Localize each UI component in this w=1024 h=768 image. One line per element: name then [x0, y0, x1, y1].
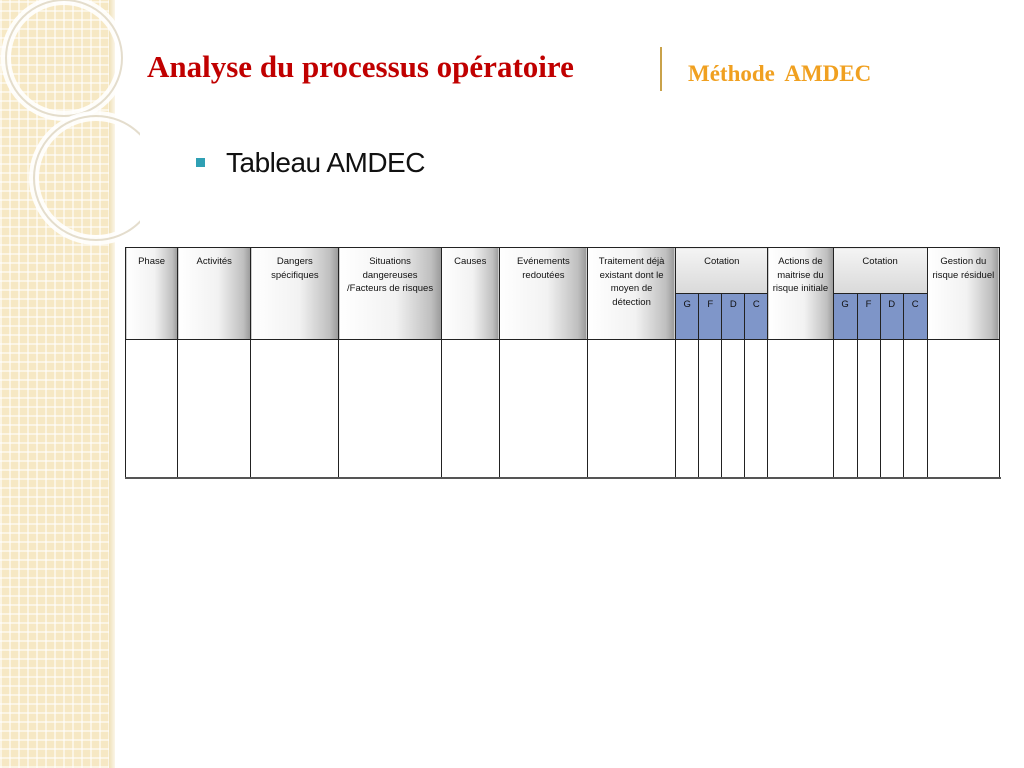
cell-cotation2-c	[903, 340, 927, 478]
cell-evenements	[499, 340, 587, 478]
header-situations: Situations dangereuses /Facteurs de risques	[339, 248, 441, 340]
header-evenements: Evénements redoutées	[499, 248, 587, 340]
header-gestion: Gestion du risque résiduel	[927, 248, 999, 340]
header-cotation-initial: Cotation	[676, 248, 768, 294]
cell-situations	[339, 340, 441, 478]
cell-cotation1-c	[745, 340, 768, 478]
header-causes: Causes	[441, 248, 499, 340]
cell-cotation1-f	[699, 340, 722, 478]
header-cotation2-c: C	[903, 294, 927, 340]
cell-dangers	[251, 340, 339, 478]
square-bullet-icon	[196, 158, 205, 167]
header-phase: Phase	[126, 248, 178, 340]
header-cotation2-g: G	[833, 294, 857, 340]
title-main-text: Analyse du processus opératoire	[147, 49, 574, 84]
bullet-text: Tableau AMDEC	[226, 147, 425, 178]
cell-activites	[178, 340, 251, 478]
cell-traitement	[587, 340, 675, 478]
decorative-circles	[0, 0, 140, 260]
title-sub-text: Méthode AMDEC	[688, 61, 872, 86]
header-cotation1-c: C	[745, 294, 768, 340]
table-row	[126, 340, 1000, 478]
cell-causes	[441, 340, 499, 478]
cell-cotation2-g	[833, 340, 857, 478]
cell-cotation2-d	[880, 340, 903, 478]
cell-gestion	[927, 340, 999, 478]
cell-cotation2-f	[857, 340, 880, 478]
header-cotation2-d: D	[880, 294, 903, 340]
title-separator	[660, 47, 662, 91]
cell-phase	[126, 340, 178, 478]
table-bottom-border	[125, 477, 1001, 479]
header-cotation-residual: Cotation	[833, 248, 927, 294]
header-dangers: Dangers spécifiques	[251, 248, 339, 340]
header-activites: Activités	[178, 248, 251, 340]
amdec-table	[125, 247, 1000, 478]
cell-cotation1-d	[722, 340, 745, 478]
header-cotation1-f: F	[699, 294, 722, 340]
header-actions: Actions de maitrise du risque initiale	[768, 248, 833, 340]
header-cotation2-f: F	[857, 294, 880, 340]
cell-actions	[768, 340, 833, 478]
header-traitement: Traitement déjà existant dont le moyen de détection	[587, 248, 675, 340]
cell-cotation1-g	[676, 340, 699, 478]
header-cotation1-g: G	[676, 294, 699, 340]
header-cotation1-d: D	[722, 294, 745, 340]
